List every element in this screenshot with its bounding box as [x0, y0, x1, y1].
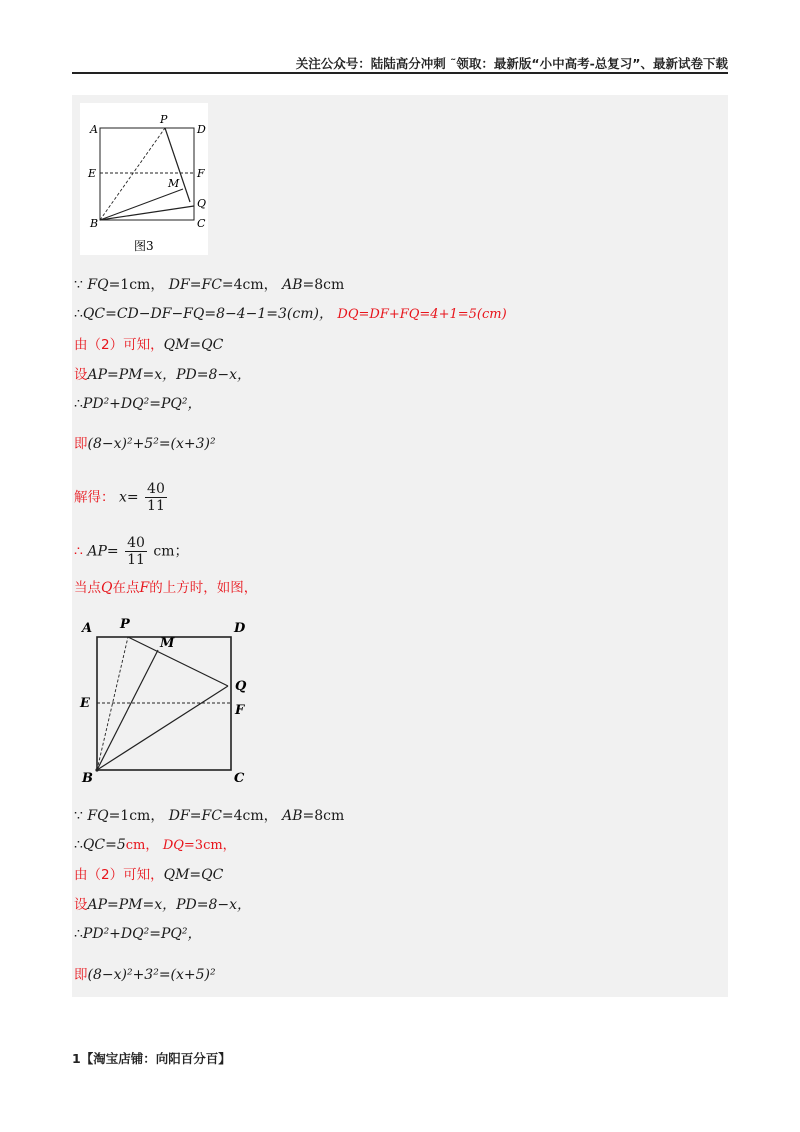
case2-equation: 即(8−x)²+3²=(x+5)²	[74, 967, 216, 983]
case2-let: 设AP=PM=x，PD=8−x，	[74, 897, 252, 913]
figure-3-diagram	[80, 103, 208, 255]
solution-content	[72, 95, 728, 997]
fraction: $\frac{40}{11}$	[127, 535, 145, 568]
label-B: B	[82, 771, 93, 786]
label-E: E	[80, 696, 90, 711]
label-D: D	[234, 621, 246, 636]
label-M: M	[160, 636, 175, 651]
case2-pythagoras: ∴PD²+DQ²=PQ²，	[74, 926, 202, 942]
case2-intro: 当点Q在点F的上方时，如图，	[74, 580, 258, 596]
figure-caption: 图3	[134, 239, 154, 253]
case1-let: 设AP=PM=x，PD=8−x，	[74, 367, 252, 383]
figure-3	[80, 103, 208, 255]
label-A: A	[90, 123, 98, 136]
page-header: 关注公众号：陆陆高分冲刺 ˜领取：最新版“小中高考-总复习”、最新试卷下载	[295, 56, 728, 71]
label-M: M	[168, 177, 180, 190]
label-E: E	[88, 167, 97, 180]
header-rule	[72, 72, 728, 74]
case1-dq-note: DQ=DF+FQ=4+1=5(cm)	[337, 307, 507, 322]
case2-qc: ∴QC=5cm， DQ=3cm，	[74, 837, 236, 853]
case1-pythagoras: ∴PD²+DQ²=PQ²，	[74, 396, 202, 412]
case1-equation: 即(8−x)²+5²=(x+3)²	[74, 436, 216, 452]
figure-case2-diagram	[76, 610, 266, 790]
case1-qc: ∴QC=CD−DF−FQ=8−4−1=3(cm)， DQ=DF+FQ=4+1=5(cm)	[74, 306, 507, 322]
label-F: F	[197, 167, 205, 180]
label-P: P	[120, 617, 130, 632]
fraction: $\frac{40}{11}$	[147, 481, 165, 514]
case1-given: ∵ FQ=1cm， DF=FC=4cm， AB=8cm	[74, 277, 345, 293]
label-B: B	[90, 217, 99, 230]
case2-from2: 由（2）可知，QM=QC	[74, 867, 224, 883]
label-F: F	[235, 703, 245, 718]
figure-case2	[76, 610, 266, 790]
case1-from2: 由（2）可知，QM=QC	[74, 337, 224, 353]
label-Q: Q	[235, 679, 247, 694]
label-Q: Q	[197, 197, 207, 210]
label-P: P	[160, 113, 168, 126]
case2-given: ∵ FQ=1cm， DF=FC=4cm， AB=8cm	[74, 808, 345, 824]
label-C: C	[234, 771, 245, 786]
label-A: A	[82, 621, 93, 636]
label-D: D	[197, 123, 206, 136]
case1-ap: ∴ AP= $\frac{40}{11}$ cm；	[74, 535, 189, 568]
label-C: C	[197, 217, 206, 230]
page-footer: 1【淘宝店铺：向阳百分百】	[72, 1051, 231, 1066]
case1-solve: 解得： x= $\frac{40}{11}$	[74, 481, 165, 514]
